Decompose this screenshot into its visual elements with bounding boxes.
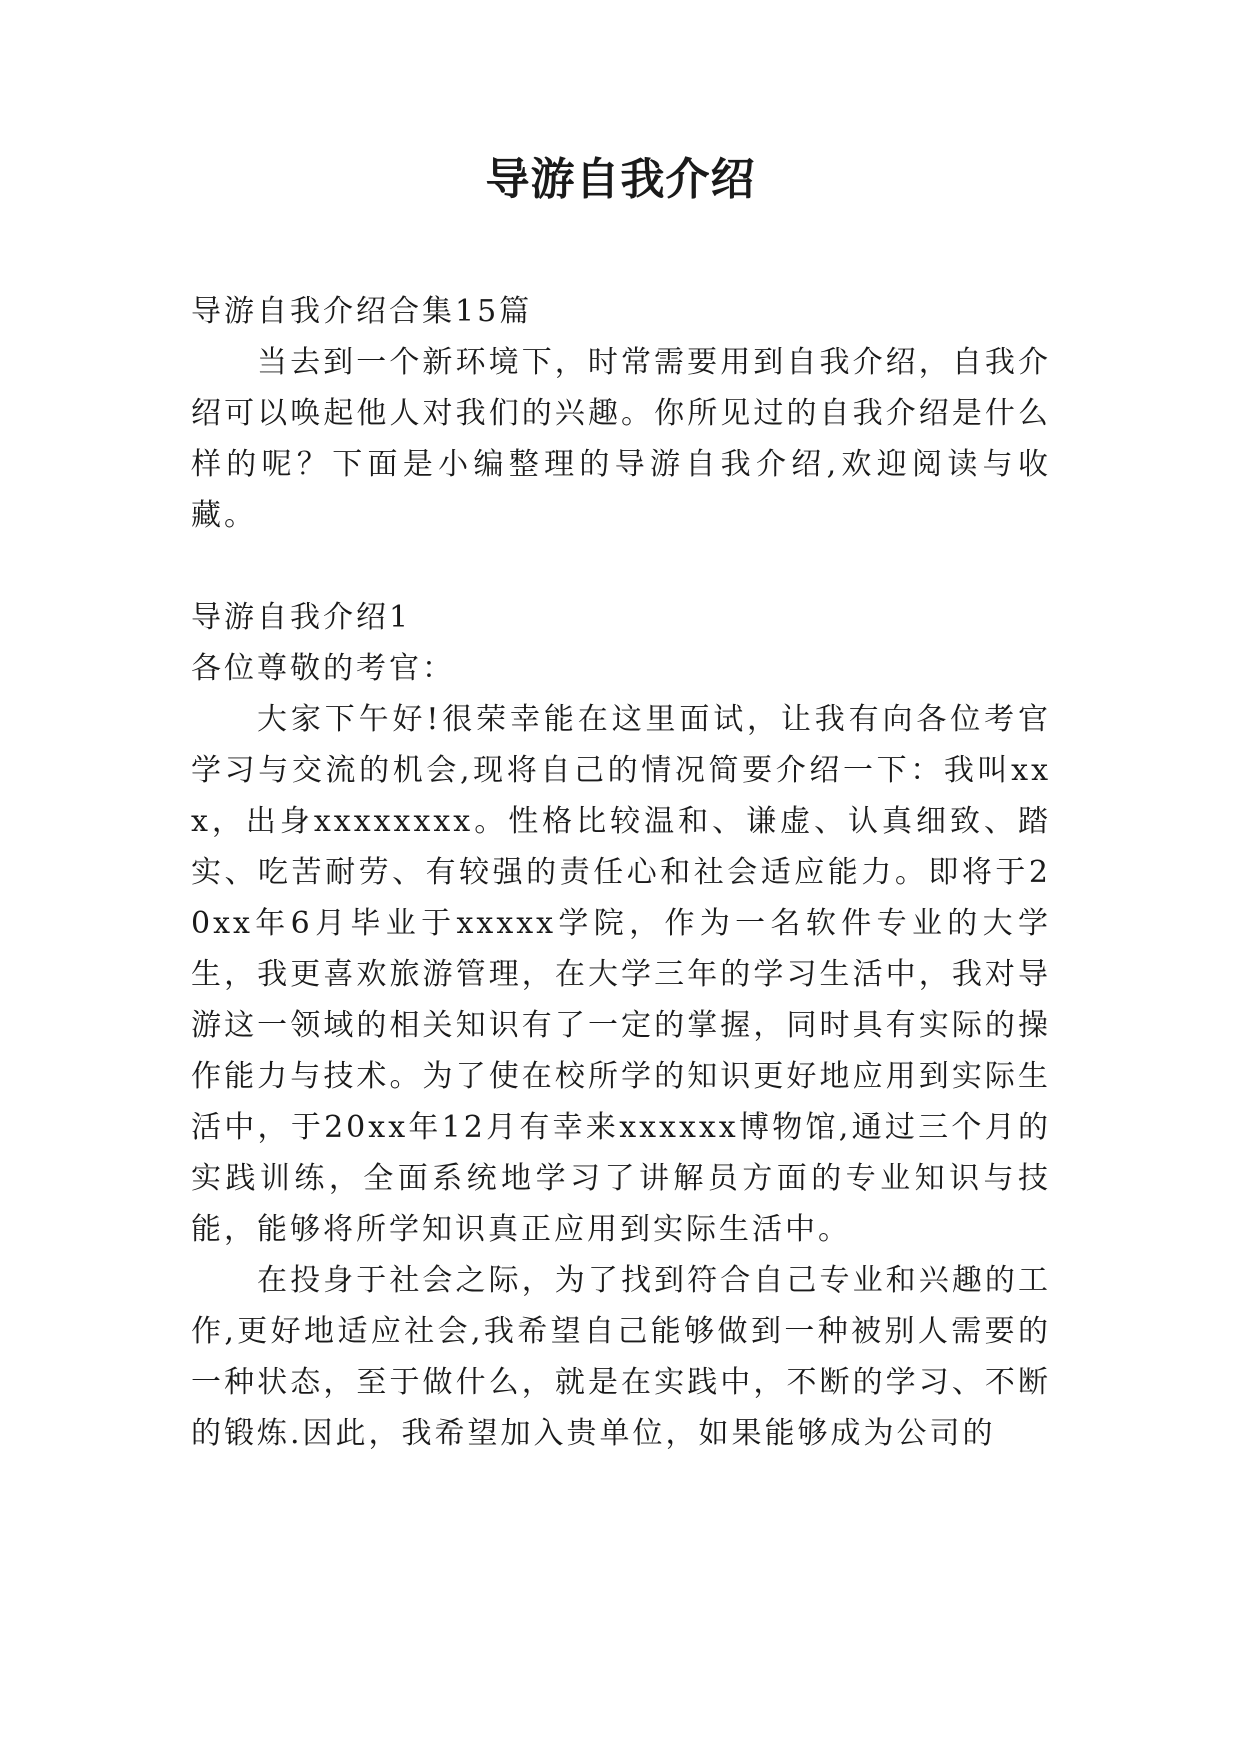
body-paragraph-1: 大家下午好!很荣幸能在这里面试，让我有向各位考官学习与交流的机会,现将自己的情况简要介绍一下：我叫xxx，出身xxxxxxxx。性格比较温和、谦虚、认真细致、踏实、吃苦耐劳、有较强的责任心和社会适应能力。即将于20xx年6月毕业于xxxxx学院，作为一名软件专业的大学生，我更喜欢旅游管理，在大学三年的学习生活中，我对导游这一领域的相关知识有了一定的掌握，同时具有实际的操作能力与技术。为了使在校所学的知识更好地应用到实际生活中，于20xx年12月有幸来xxxxxx博物馆,通过三个月的实践训练，全面系统地学习了讲解员方面的专业知识与技能，能够将所学知识真正应用到实际生活中。 <box>191 702 1051 1247</box>
document-title: 导游自我介绍 <box>485 154 756 205</box>
body-paragraph-2: 在投身于社会之际，为了找到符合自己专业和兴趣的工作,更好地适应社会,我希望自己能够做到一种被别人需要的一种状态，至于做什么，就是在实践中，不断的学习、不断的锻炼.因此，我希望加入贵单位，如果能够成为公司的 <box>191 1263 1051 1451</box>
section-heading: 导游自我介绍1 <box>191 600 412 635</box>
paragraph-gap <box>191 541 1051 592</box>
collection-line: 导游自我介绍合集15篇 <box>191 294 533 329</box>
intro-paragraph: 当去到一个新环境下，时常需要用到自我介绍，自我介绍可以唤起他人对我们的兴趣。你所见过的自我介绍是什么样的呢？下面是小编整理的导游自我介绍,欢迎阅读与收藏。 <box>191 345 1051 533</box>
salutation: 各位尊敬的考官： <box>191 651 455 686</box>
document-body <box>191 286 1051 1459</box>
